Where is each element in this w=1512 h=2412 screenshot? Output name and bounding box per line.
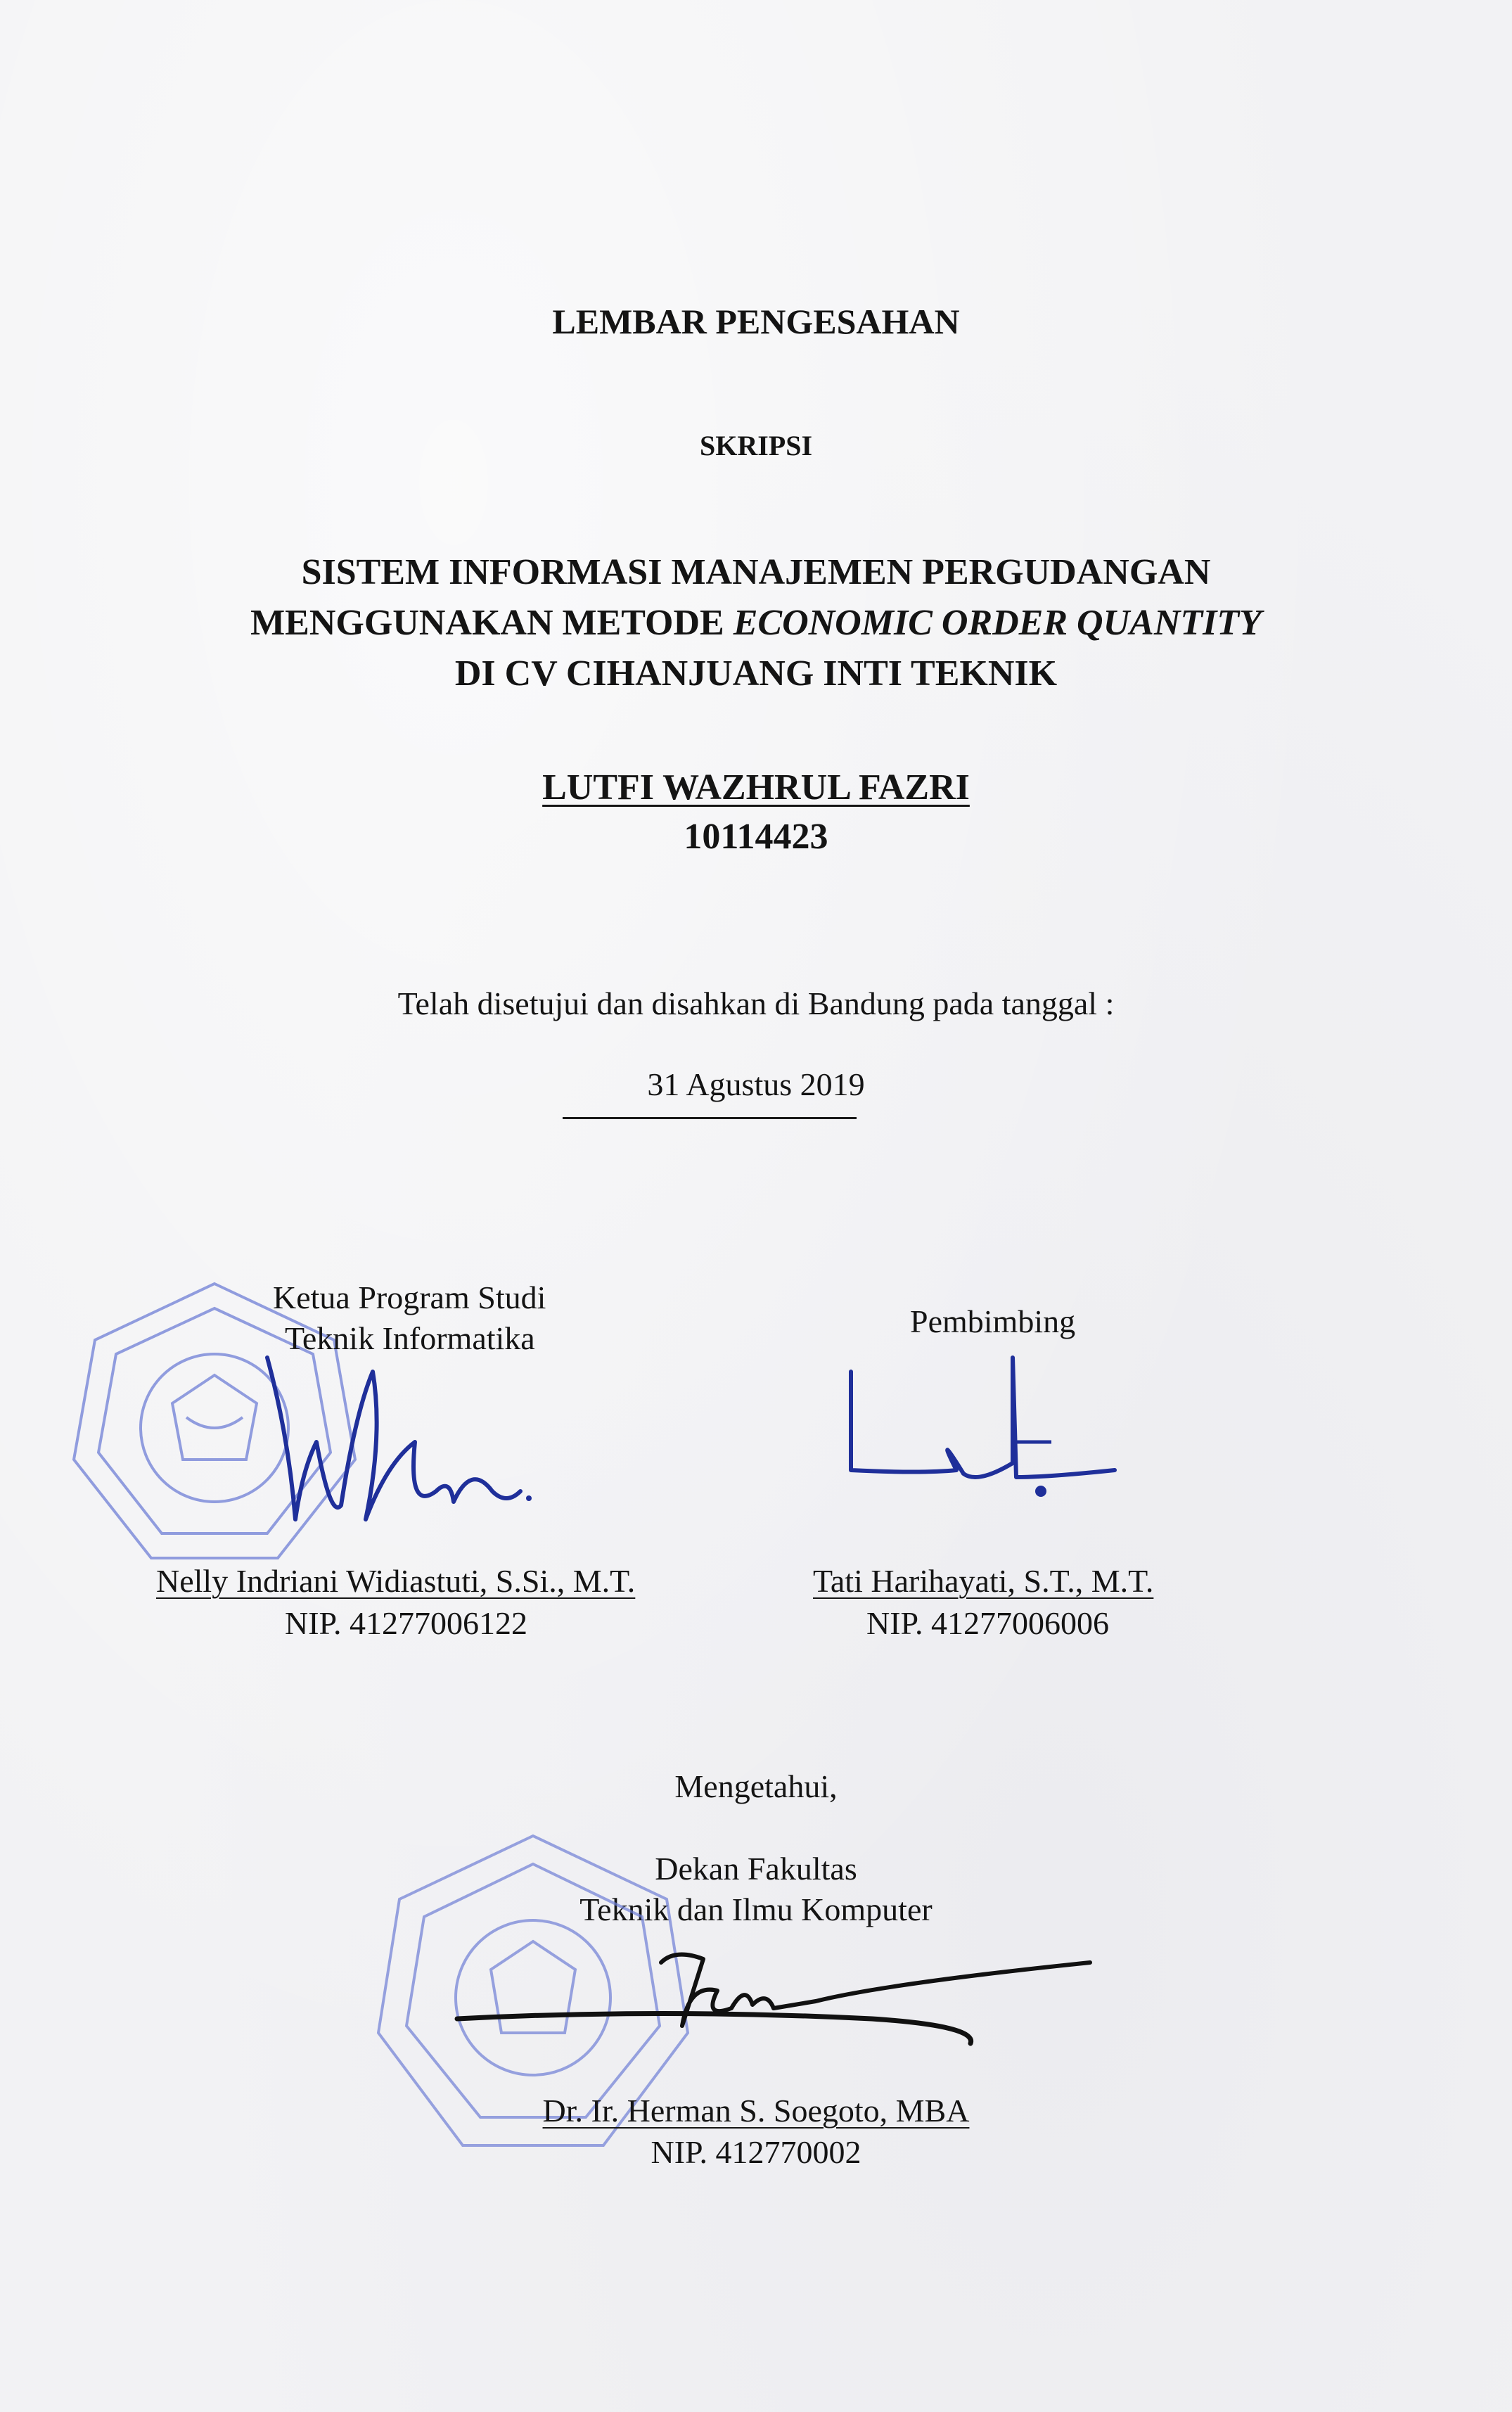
right-signer-name: Tati Harihayati, S.T., M.T. [813, 1563, 1154, 1599]
left-signer-nip: NIP. 41277006122 [285, 1605, 528, 1641]
page-title: LEMBAR PENGESAHAN [552, 302, 960, 341]
thesis-title-line2 [0, 598, 1512, 649]
thesis-title [0, 547, 1512, 699]
acknowledge-role-line1: Dekan Fakultas [655, 1851, 857, 1887]
right-signer-role: Pembimbing [910, 1303, 1076, 1339]
approval-statement: Telah disetujui dan disahkan di Bandung pada tanggal : [397, 985, 1115, 1021]
student-nim: 10114423 [684, 817, 828, 857]
left-signer-role-line2: Teknik Informatika [285, 1320, 535, 1356]
left-signer-role-line1: Ketua Program Studi [273, 1280, 546, 1315]
dean-signature [450, 1941, 1097, 2054]
dean-nip: NIP. 412770002 [651, 2134, 861, 2170]
acknowledge-role-line2: Teknik dan Ilmu Komputer [579, 1891, 933, 1927]
document-type: SKRIPSI [699, 430, 813, 461]
thesis-title-line2-prefix: MENGGUNAKAN METODE [250, 603, 733, 643]
left-signer-name: Nelly Indriani Widiastuti, S.Si., M.T. [156, 1563, 636, 1599]
approval-date: 31 Agustus 2019 [647, 1066, 865, 1102]
thesis-title-line1: SISTEM INFORMASI MANAJEMEN PERGUDANGAN [301, 552, 1211, 592]
thesis-title-line3: DI CV CIHANJUANG INTI TEKNIK [454, 653, 1058, 694]
student-name: LUTFI WAZHRUL FAZRI [542, 767, 970, 808]
dean-name: Dr. Ir. Herman S. Soegoto, MBA [542, 2093, 970, 2129]
thesis-title-line2-italic: ECONOMIC ORDER QUANTITY [733, 603, 1262, 643]
acknowledge-label: Mengetahui, [674, 1768, 838, 1804]
right-signer-nip: NIP. 41277006006 [866, 1605, 1110, 1641]
left-signature [260, 1351, 542, 1555]
right-signature [837, 1351, 1132, 1519]
date-underline [563, 1117, 857, 1119]
